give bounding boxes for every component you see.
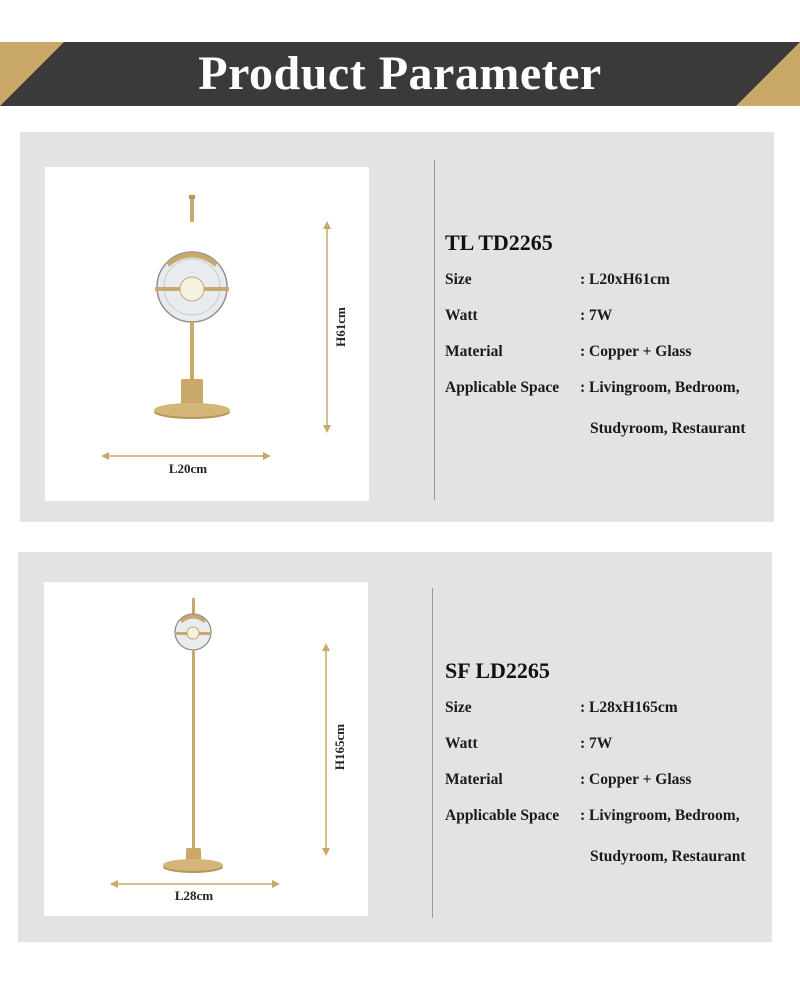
spec-value-space-cont: Studyroom, Restaurant (590, 848, 746, 865)
product-panel-floor-lamp (18, 552, 772, 942)
spec-label-material: Material (445, 771, 503, 788)
spec-value-material: : Copper + Glass (580, 771, 692, 788)
dimension-length: L20cm (168, 461, 208, 476)
spec-label-material: Material (445, 343, 503, 360)
dimension-length: L28cm (174, 888, 214, 903)
spec-label-space: Applicable Space (445, 379, 560, 396)
page-title: Product Parameter (198, 47, 602, 100)
spec-value-space-cont: Studyroom, Restaurant (590, 420, 746, 437)
panel-divider (434, 160, 435, 500)
dimension-height: H165cm (332, 723, 347, 771)
product-panel-table-lamp (20, 132, 774, 522)
spec-value-size: : L28xH165cm (580, 699, 678, 716)
spec-value-space: : Livingroom, Bedroom, (580, 807, 740, 824)
spec-label-watt: Watt (445, 307, 478, 324)
spec-label-space: Applicable Space (445, 807, 560, 824)
product-photo-floor-lamp (44, 582, 368, 916)
spec-value-watt: : 7W (580, 735, 613, 752)
spec-label-size: Size (445, 699, 472, 716)
spec-value-size: : L20xH61cm (580, 271, 670, 288)
spec-value-material: : Copper + Glass (580, 343, 692, 360)
spec-label-watt: Watt (445, 735, 478, 752)
spec-value-watt: : 7W (580, 307, 613, 324)
model-name: SF LD2265 (445, 658, 550, 683)
dimension-height: H61cm (333, 307, 348, 347)
spec-label-size: Size (445, 271, 472, 288)
product-photo-table-lamp (45, 167, 369, 501)
spec-value-space: : Livingroom, Bedroom, (580, 379, 740, 396)
model-name: TL TD2265 (445, 230, 553, 255)
panel-divider (432, 588, 433, 918)
header-banner (0, 42, 800, 106)
